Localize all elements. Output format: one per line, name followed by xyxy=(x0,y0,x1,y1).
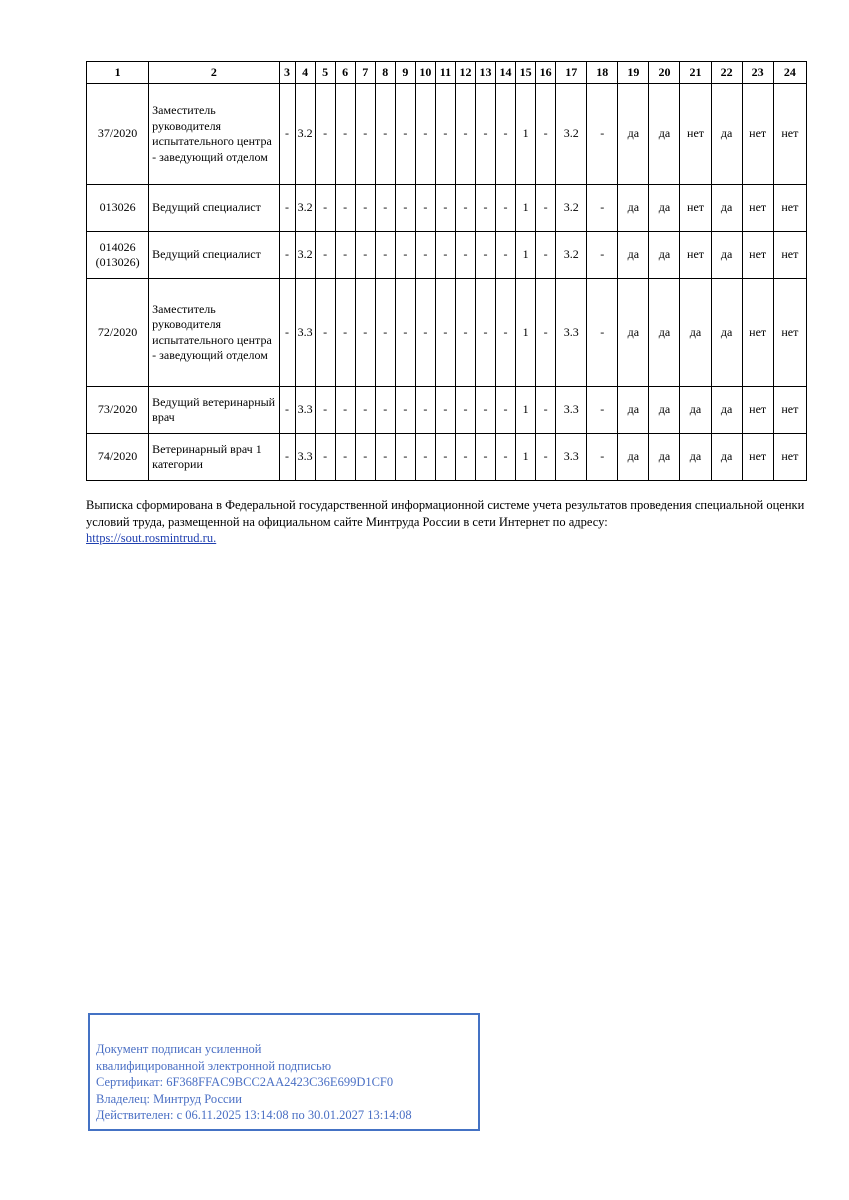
column-header-20: 20 xyxy=(649,62,680,84)
sout-link[interactable]: https://sout.rosmintrud.ru. xyxy=(86,531,217,545)
column-header-12: 12 xyxy=(455,62,475,84)
table-cell: нет xyxy=(773,279,806,387)
column-header-10: 10 xyxy=(415,62,435,84)
table-cell: да xyxy=(711,434,742,481)
table-cell: 3.2 xyxy=(295,84,315,185)
column-header-18: 18 xyxy=(587,62,618,84)
table-cell: да xyxy=(680,387,711,434)
electronic-signature-stamp xyxy=(88,1013,480,1131)
table-cell: 3.3 xyxy=(556,387,587,434)
table-cell: - xyxy=(587,232,618,279)
table-cell: - xyxy=(496,279,516,387)
column-header-24: 24 xyxy=(773,62,806,84)
table-cell: - xyxy=(375,434,395,481)
column-header-6: 6 xyxy=(335,62,355,84)
table-cell: - xyxy=(496,84,516,185)
position-name: Ведущий специалист xyxy=(149,185,279,232)
table-cell: да xyxy=(618,185,649,232)
table-cell: - xyxy=(435,387,455,434)
table-cell: - xyxy=(475,84,495,185)
table-cell: - xyxy=(395,434,415,481)
column-header-5: 5 xyxy=(315,62,335,84)
table-row xyxy=(87,434,807,481)
table-cell: нет xyxy=(680,232,711,279)
table-cell: да xyxy=(680,434,711,481)
table-cell: - xyxy=(375,232,395,279)
table-cell: - xyxy=(279,434,295,481)
table-cell: - xyxy=(335,279,355,387)
table-cell: да xyxy=(649,279,680,387)
table-cell: - xyxy=(415,84,435,185)
table-cell: - xyxy=(315,84,335,185)
table-cell: да xyxy=(618,232,649,279)
column-header-7: 7 xyxy=(355,62,375,84)
column-header-17: 17 xyxy=(556,62,587,84)
table-cell: - xyxy=(415,387,435,434)
table-cell: нет xyxy=(742,185,773,232)
position-name: Заместитель руководителя испытательного центра - заведующий отделом xyxy=(149,84,279,185)
table-row xyxy=(87,185,807,232)
table-cell: - xyxy=(536,84,556,185)
workplace-number: 73/2020 xyxy=(87,387,149,434)
table-cell: - xyxy=(395,185,415,232)
table-cell: - xyxy=(587,185,618,232)
table-cell: да xyxy=(618,387,649,434)
table-cell: - xyxy=(375,279,395,387)
table-cell: - xyxy=(395,232,415,279)
table-cell: 3.3 xyxy=(556,279,587,387)
table-cell: да xyxy=(649,185,680,232)
table-cell: нет xyxy=(773,185,806,232)
table-cell: 1 xyxy=(516,434,536,481)
signature-owner: Владелец: Минтруд России xyxy=(96,1091,242,1106)
table-cell: - xyxy=(536,232,556,279)
position-name: Заместитель руководителя испытательного центра - заведующий отделом xyxy=(149,279,279,387)
table-cell: нет xyxy=(742,387,773,434)
table-cell: - xyxy=(395,279,415,387)
column-header-1: 1 xyxy=(87,62,149,84)
column-header-22: 22 xyxy=(711,62,742,84)
table-cell: - xyxy=(435,279,455,387)
table-cell: - xyxy=(395,84,415,185)
signature-validity: Действителен: с 06.11.2025 13:14:08 по 30.01.2027 13:14:08 xyxy=(96,1108,412,1122)
table-cell: да xyxy=(618,434,649,481)
table-cell: да xyxy=(711,232,742,279)
table-cell: - xyxy=(455,387,475,434)
table-cell: - xyxy=(455,232,475,279)
table-cell: - xyxy=(536,185,556,232)
table-cell: 1 xyxy=(516,279,536,387)
table-cell: - xyxy=(496,185,516,232)
position-name: Ведущий специалист xyxy=(149,232,279,279)
table-cell: - xyxy=(587,434,618,481)
table-cell: - xyxy=(536,387,556,434)
column-header-3: 3 xyxy=(279,62,295,84)
table-cell: - xyxy=(355,84,375,185)
table-cell: нет xyxy=(680,185,711,232)
table-cell: нет xyxy=(742,84,773,185)
header-row xyxy=(87,62,807,84)
table-cell: - xyxy=(475,185,495,232)
table-cell: 1 xyxy=(516,387,536,434)
table-cell: - xyxy=(375,84,395,185)
table-cell: - xyxy=(475,279,495,387)
position-name: Ведущий ветеринарный врач xyxy=(149,387,279,434)
table-cell: - xyxy=(279,84,295,185)
table-cell: - xyxy=(587,84,618,185)
table-cell: - xyxy=(455,434,475,481)
table-cell: 3.2 xyxy=(295,232,315,279)
table-cell: - xyxy=(315,387,335,434)
workplace-number: 72/2020 xyxy=(87,279,149,387)
table-cell: - xyxy=(375,387,395,434)
table-cell: - xyxy=(455,185,475,232)
table-cell: - xyxy=(455,279,475,387)
extract-note xyxy=(86,497,806,547)
workplace-number: 74/2020 xyxy=(87,434,149,481)
table-cell: - xyxy=(415,232,435,279)
table-cell: - xyxy=(355,232,375,279)
table-cell: нет xyxy=(773,232,806,279)
table-cell: - xyxy=(315,279,335,387)
table-cell: - xyxy=(279,232,295,279)
table-cell: 3.2 xyxy=(556,84,587,185)
table-cell: 3.2 xyxy=(295,185,315,232)
table-cell: да xyxy=(680,279,711,387)
table-cell: нет xyxy=(742,279,773,387)
table-cell: - xyxy=(435,84,455,185)
table-cell: да xyxy=(711,185,742,232)
table-cell: - xyxy=(335,434,355,481)
signature-line-2: квалифицированной электронной подписью xyxy=(96,1058,332,1073)
table-cell: - xyxy=(435,434,455,481)
column-header-11: 11 xyxy=(435,62,455,84)
table-cell: 1 xyxy=(516,185,536,232)
table-cell: - xyxy=(475,232,495,279)
table-cell: - xyxy=(415,434,435,481)
table-cell: нет xyxy=(773,387,806,434)
table-cell: 3.2 xyxy=(556,232,587,279)
column-header-13: 13 xyxy=(475,62,495,84)
table-cell: - xyxy=(335,84,355,185)
workplace-number: 014026 (013026) xyxy=(87,232,149,279)
table-cell: - xyxy=(587,279,618,387)
column-header-16: 16 xyxy=(536,62,556,84)
table-cell: - xyxy=(415,185,435,232)
table-cell: - xyxy=(315,185,335,232)
table-cell: - xyxy=(475,434,495,481)
column-header-21: 21 xyxy=(680,62,711,84)
column-header-8: 8 xyxy=(375,62,395,84)
table-cell: нет xyxy=(680,84,711,185)
workplace-number: 37/2020 xyxy=(87,84,149,185)
table-cell: - xyxy=(496,232,516,279)
table-cell: - xyxy=(496,434,516,481)
table-cell: - xyxy=(375,185,395,232)
table-row xyxy=(87,232,807,279)
table-cell: да xyxy=(649,232,680,279)
table-cell: - xyxy=(496,387,516,434)
table-cell: - xyxy=(435,232,455,279)
table-cell: да xyxy=(649,434,680,481)
table-cell: 3.3 xyxy=(295,387,315,434)
table-cell: да xyxy=(711,279,742,387)
table-cell: 3.2 xyxy=(556,185,587,232)
table-cell: - xyxy=(335,185,355,232)
column-header-2: 2 xyxy=(149,62,279,84)
table-cell: да xyxy=(618,279,649,387)
table-cell: - xyxy=(355,185,375,232)
table-cell: - xyxy=(455,84,475,185)
table-cell: - xyxy=(355,434,375,481)
workplace-number: 013026 xyxy=(87,185,149,232)
table-cell: - xyxy=(395,387,415,434)
table-cell: да xyxy=(618,84,649,185)
table-cell: нет xyxy=(742,232,773,279)
table-cell: - xyxy=(536,279,556,387)
table-cell: - xyxy=(279,279,295,387)
table-cell: - xyxy=(335,387,355,434)
column-header-23: 23 xyxy=(742,62,773,84)
table-cell: 1 xyxy=(516,84,536,185)
table-cell: - xyxy=(355,387,375,434)
signature-line-1: Документ подписан усиленной xyxy=(96,1042,262,1056)
table-row xyxy=(87,387,807,434)
table-cell: 3.3 xyxy=(556,434,587,481)
table-cell: - xyxy=(279,387,295,434)
table-cell: - xyxy=(435,185,455,232)
table-cell: - xyxy=(335,232,355,279)
table-cell: да xyxy=(649,387,680,434)
table-cell: - xyxy=(355,279,375,387)
column-header-19: 19 xyxy=(618,62,649,84)
table-cell: да xyxy=(711,84,742,185)
position-name: Ветеринарный врач 1 категории xyxy=(149,434,279,481)
table-cell: - xyxy=(587,387,618,434)
table-cell: - xyxy=(415,279,435,387)
table-row xyxy=(87,84,807,185)
column-header-15: 15 xyxy=(516,62,536,84)
table-cell: - xyxy=(475,387,495,434)
table-cell: нет xyxy=(773,84,806,185)
table-cell: 3.3 xyxy=(295,434,315,481)
table-cell: нет xyxy=(742,434,773,481)
signature-certificate: Сертификат: 6F368FFAC9BCC2AA2423C36E699D1CF0 xyxy=(96,1075,394,1089)
table-cell: - xyxy=(315,434,335,481)
column-header-9: 9 xyxy=(395,62,415,84)
table-cell: - xyxy=(315,232,335,279)
table-cell: 3.3 xyxy=(295,279,315,387)
table-cell: 1 xyxy=(516,232,536,279)
table-cell: да xyxy=(649,84,680,185)
table-row xyxy=(87,279,807,387)
table-cell: да xyxy=(711,387,742,434)
column-header-14: 14 xyxy=(496,62,516,84)
table-cell: - xyxy=(279,185,295,232)
table-cell: - xyxy=(536,434,556,481)
column-header-4: 4 xyxy=(295,62,315,84)
note-text: Выписка сформирована в Федеральной государственной информационной системе учета результатов проведения специальной оценки условий труда, размещенной на официальном сайте Минтруда России в сети Интернет по адресу: xyxy=(86,498,805,529)
sout-results-table xyxy=(86,61,807,481)
table-cell: нет xyxy=(773,434,806,481)
